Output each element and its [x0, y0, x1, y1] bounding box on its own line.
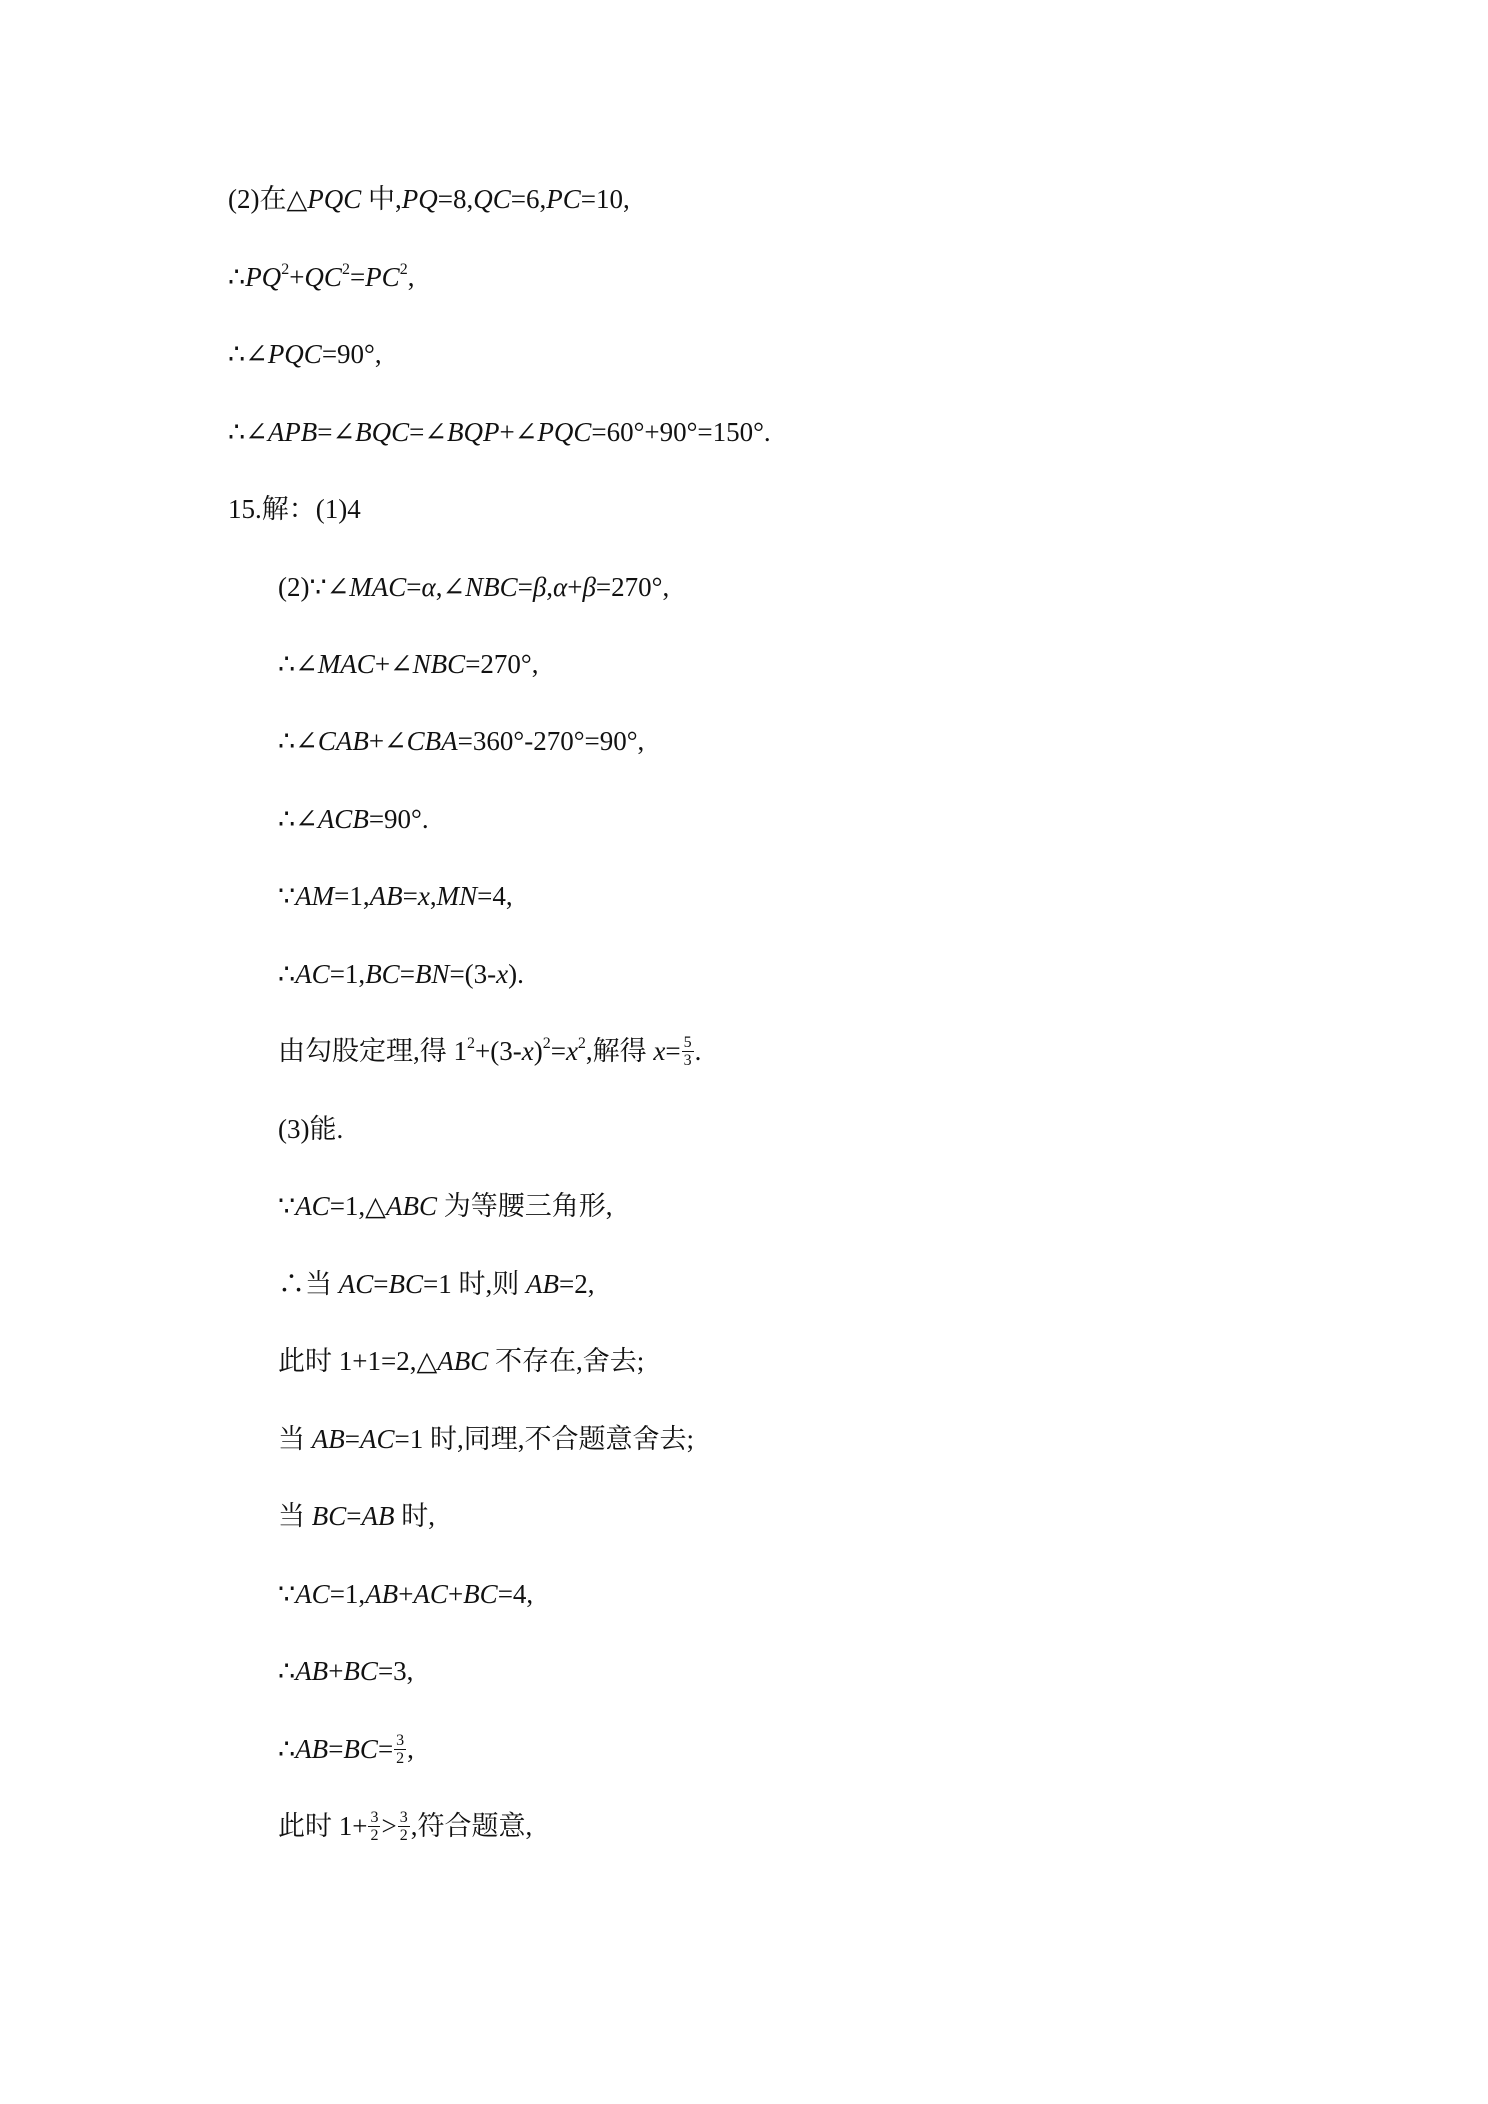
solution-line: 此时 1+1=2,△ABC 不存在,舍去;: [278, 1346, 645, 1376]
solution-line: ∴∠PQC=90°,: [228, 339, 382, 369]
solution-line: ∴∠MAC+∠NBC=270°,: [278, 649, 539, 679]
solution-line: ∴AC=1,BC=BN=(3-x).: [278, 959, 524, 989]
solution-line: ∵AC=1,△ABC 为等腰三角形,: [278, 1191, 613, 1221]
solution-line: ∴AB+BC=3,: [278, 1656, 414, 1686]
solution-line: ∴当 AC=BC=1 时,则 AB=2,: [278, 1269, 595, 1299]
fraction: $\frac{5}{3}$: [683, 1034, 692, 1070]
solution-line: 当 AB=AC=1 时,同理,不合题意舍去;: [278, 1424, 694, 1454]
solution-line: ∵AC=1,AB+AC+BC=4,: [278, 1579, 534, 1609]
solution-line: (2)在△PQC 中,PQ=8,QC=6,PC=10,: [228, 184, 630, 214]
fraction: $\frac{3}{2}$: [399, 1809, 408, 1845]
solution-line: ∴∠ACB=90°.: [278, 804, 429, 834]
solution-line: $\therefore PQ^2+QC^2=PC^2$,: [228, 261, 415, 292]
solution-line: 此时 1+ $\frac{3}{2}$ > $\frac{3}{2}$ ,符合题意,: [278, 1809, 533, 1845]
solution-line: (2)∵∠MAC=α,∠NBC=β,α+β=270°,: [278, 572, 670, 602]
solution-line: 由勾股定理,得 $1^2+(3-x)^2=x^2$,解得 x= $\frac{5}{3}$ .: [278, 1034, 702, 1070]
fraction: $\frac{3}{2}$: [396, 1732, 405, 1768]
problem-heading: 15.解：(1)4: [228, 494, 361, 524]
fraction: $\frac{3}{2}$: [370, 1809, 379, 1845]
solution-line: (3)能.: [278, 1114, 344, 1144]
solution-line: ∴AB=BC= $\frac{3}{2}$ ,: [278, 1732, 414, 1768]
solution-line: ∵AM=1,AB=x,MN=4,: [278, 881, 513, 911]
solution-line: ∴∠APB=∠BQC=∠BQP+∠PQC=60°+90°=150°.: [228, 417, 771, 447]
solution-line: 当 BC=AB 时,: [278, 1501, 435, 1531]
solution-line: ∴∠CAB+∠CBA=360°-270°=90°,: [278, 726, 645, 756]
